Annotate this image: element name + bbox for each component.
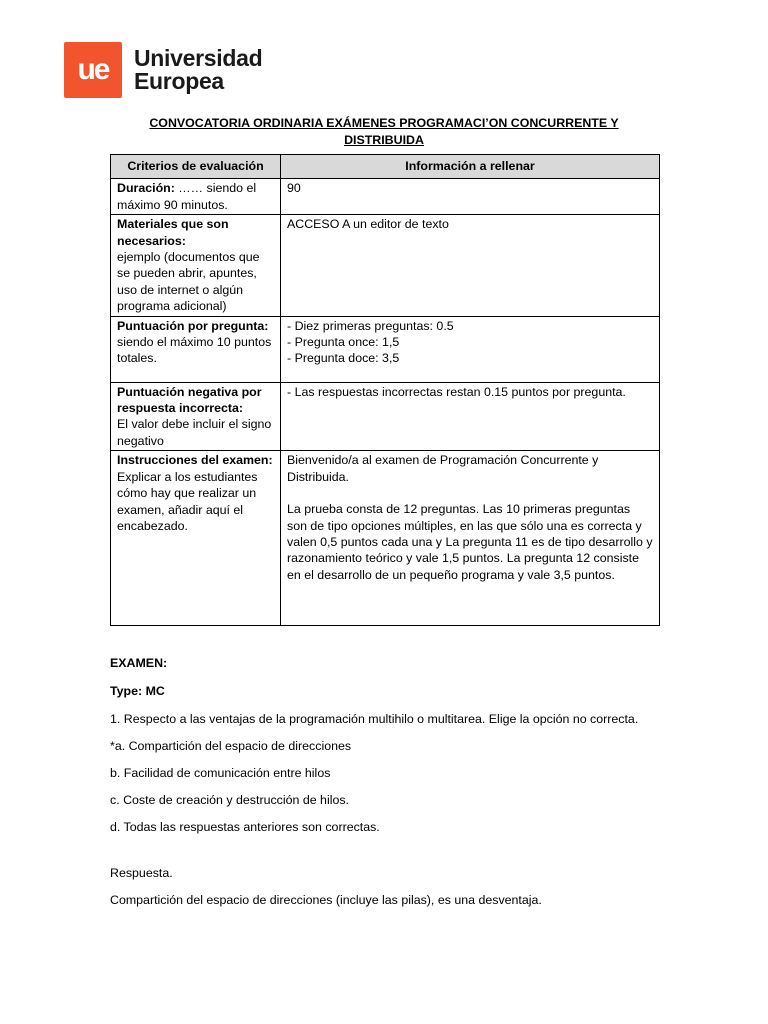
table-header-row [111,155,660,179]
duracion-value: 90 [281,179,660,215]
answer-option: c. Coste de creación y destrucción de hilos. [110,793,349,807]
instrucciones-label [111,451,281,626]
table-row [111,179,660,215]
duracion-label-bold: Duración: [117,181,175,196]
logo-line-1: Universidad [134,45,263,71]
university-logo [64,42,262,98]
table-row [111,316,660,382]
logo-line-2: Europea [134,68,224,94]
materiales-value: ACCESO A un editor de texto [281,215,660,316]
instrucciones-value [281,451,660,626]
paragraph-gap [287,485,653,501]
header-informacion: Información a rellenar [281,155,660,179]
ue-logo-mark: ue [64,42,122,98]
puntuacion-label-rest: siendo el máximo 10 puntos totales. [117,335,272,366]
duracion-label-rest: …… siendo el máximo 90 minutos. [117,181,257,212]
puntuacion-label-bold: Puntuación por pregunta: [117,318,269,333]
puntuacion-line: - Diez primeras preguntas: 0.5 [287,318,454,333]
materiales-label-rest: ejemplo (documentos que se pueden abrir, apuntes, uso de internet o algún programa adicional) [117,250,260,314]
puntuacion-value [281,316,660,382]
negativa-label-bold: Puntuación negativa por respuesta incorrecta: [117,384,262,416]
evaluation-criteria-table [110,154,660,626]
puntuacion-label [111,316,281,382]
exam-section [110,655,658,909]
table-row [111,451,660,626]
exam-heading: EXAMEN: [110,656,168,670]
materiales-label [111,215,281,316]
answer-label: Respuesta. [110,866,173,880]
answer-option: b. Facilidad de comunicación entre hilos [110,766,331,780]
duracion-label [111,179,281,215]
answer-text: Compartición del espacio de direcciones (incluye las pilas), es una desventaja. [110,893,542,907]
negativa-value: - Las respuestas incorrectas restan 0.15 puntos por pregunta. [281,382,660,451]
answer-option: *a. Compartición del espacio de direcciones [110,739,352,753]
puntuacion-line: - Pregunta doce: 3,5 [287,351,400,366]
document-title [110,115,658,149]
title-line-1: CONVOCATORIA ORDINARIA EXÁMENES PROGRAMACI’ON CONCURRENTE Y [149,116,619,130]
instrucciones-paragraph: Bienvenido/a al examen de Programación Concurrente y Distribuida. [287,453,599,484]
instrucciones-paragraph: La prueba consta de 12 preguntas. Las 10 primeras preguntas son de tipo opciones múltiples, en las que sólo una es correcta y valen 0,5 puntos cada una y La pregunta 11 es de tipo desarrollo y razonamiento teórico y vale 1,5 puntos. La pregunta 12 consiste en el desarrollo de un pequeño programa y vale 3,5 puntos. [287,502,653,582]
header-criterios: Criterios de evaluación [111,155,281,179]
negativa-label-rest: El valor debe incluir el signo negativo [117,417,272,448]
table-row [111,215,660,316]
puntuacion-line: - Pregunta once: 1,5 [287,335,400,350]
title-line-2: DISTRIBUIDA [344,133,424,147]
instrucciones-label-bold: Instrucciones del examen: [117,453,273,468]
question-type: Type: MC [110,684,165,698]
negativa-label [111,382,281,451]
answer-option: d. Todas las respuestas anteriores son correctas. [110,820,380,834]
instrucciones-label-rest: Explicar a los estudiantes cómo hay que realizar un examen, añadir aquí el encabezado. [117,469,258,533]
table-row [111,382,660,451]
logo-wordmark [134,47,262,93]
materiales-label-bold: Materiales que son necesarios: [117,217,229,248]
question-text: 1. Respecto a las ventajas de la programación multihilo o multitarea. Elige la opción no correcta. [110,712,639,726]
